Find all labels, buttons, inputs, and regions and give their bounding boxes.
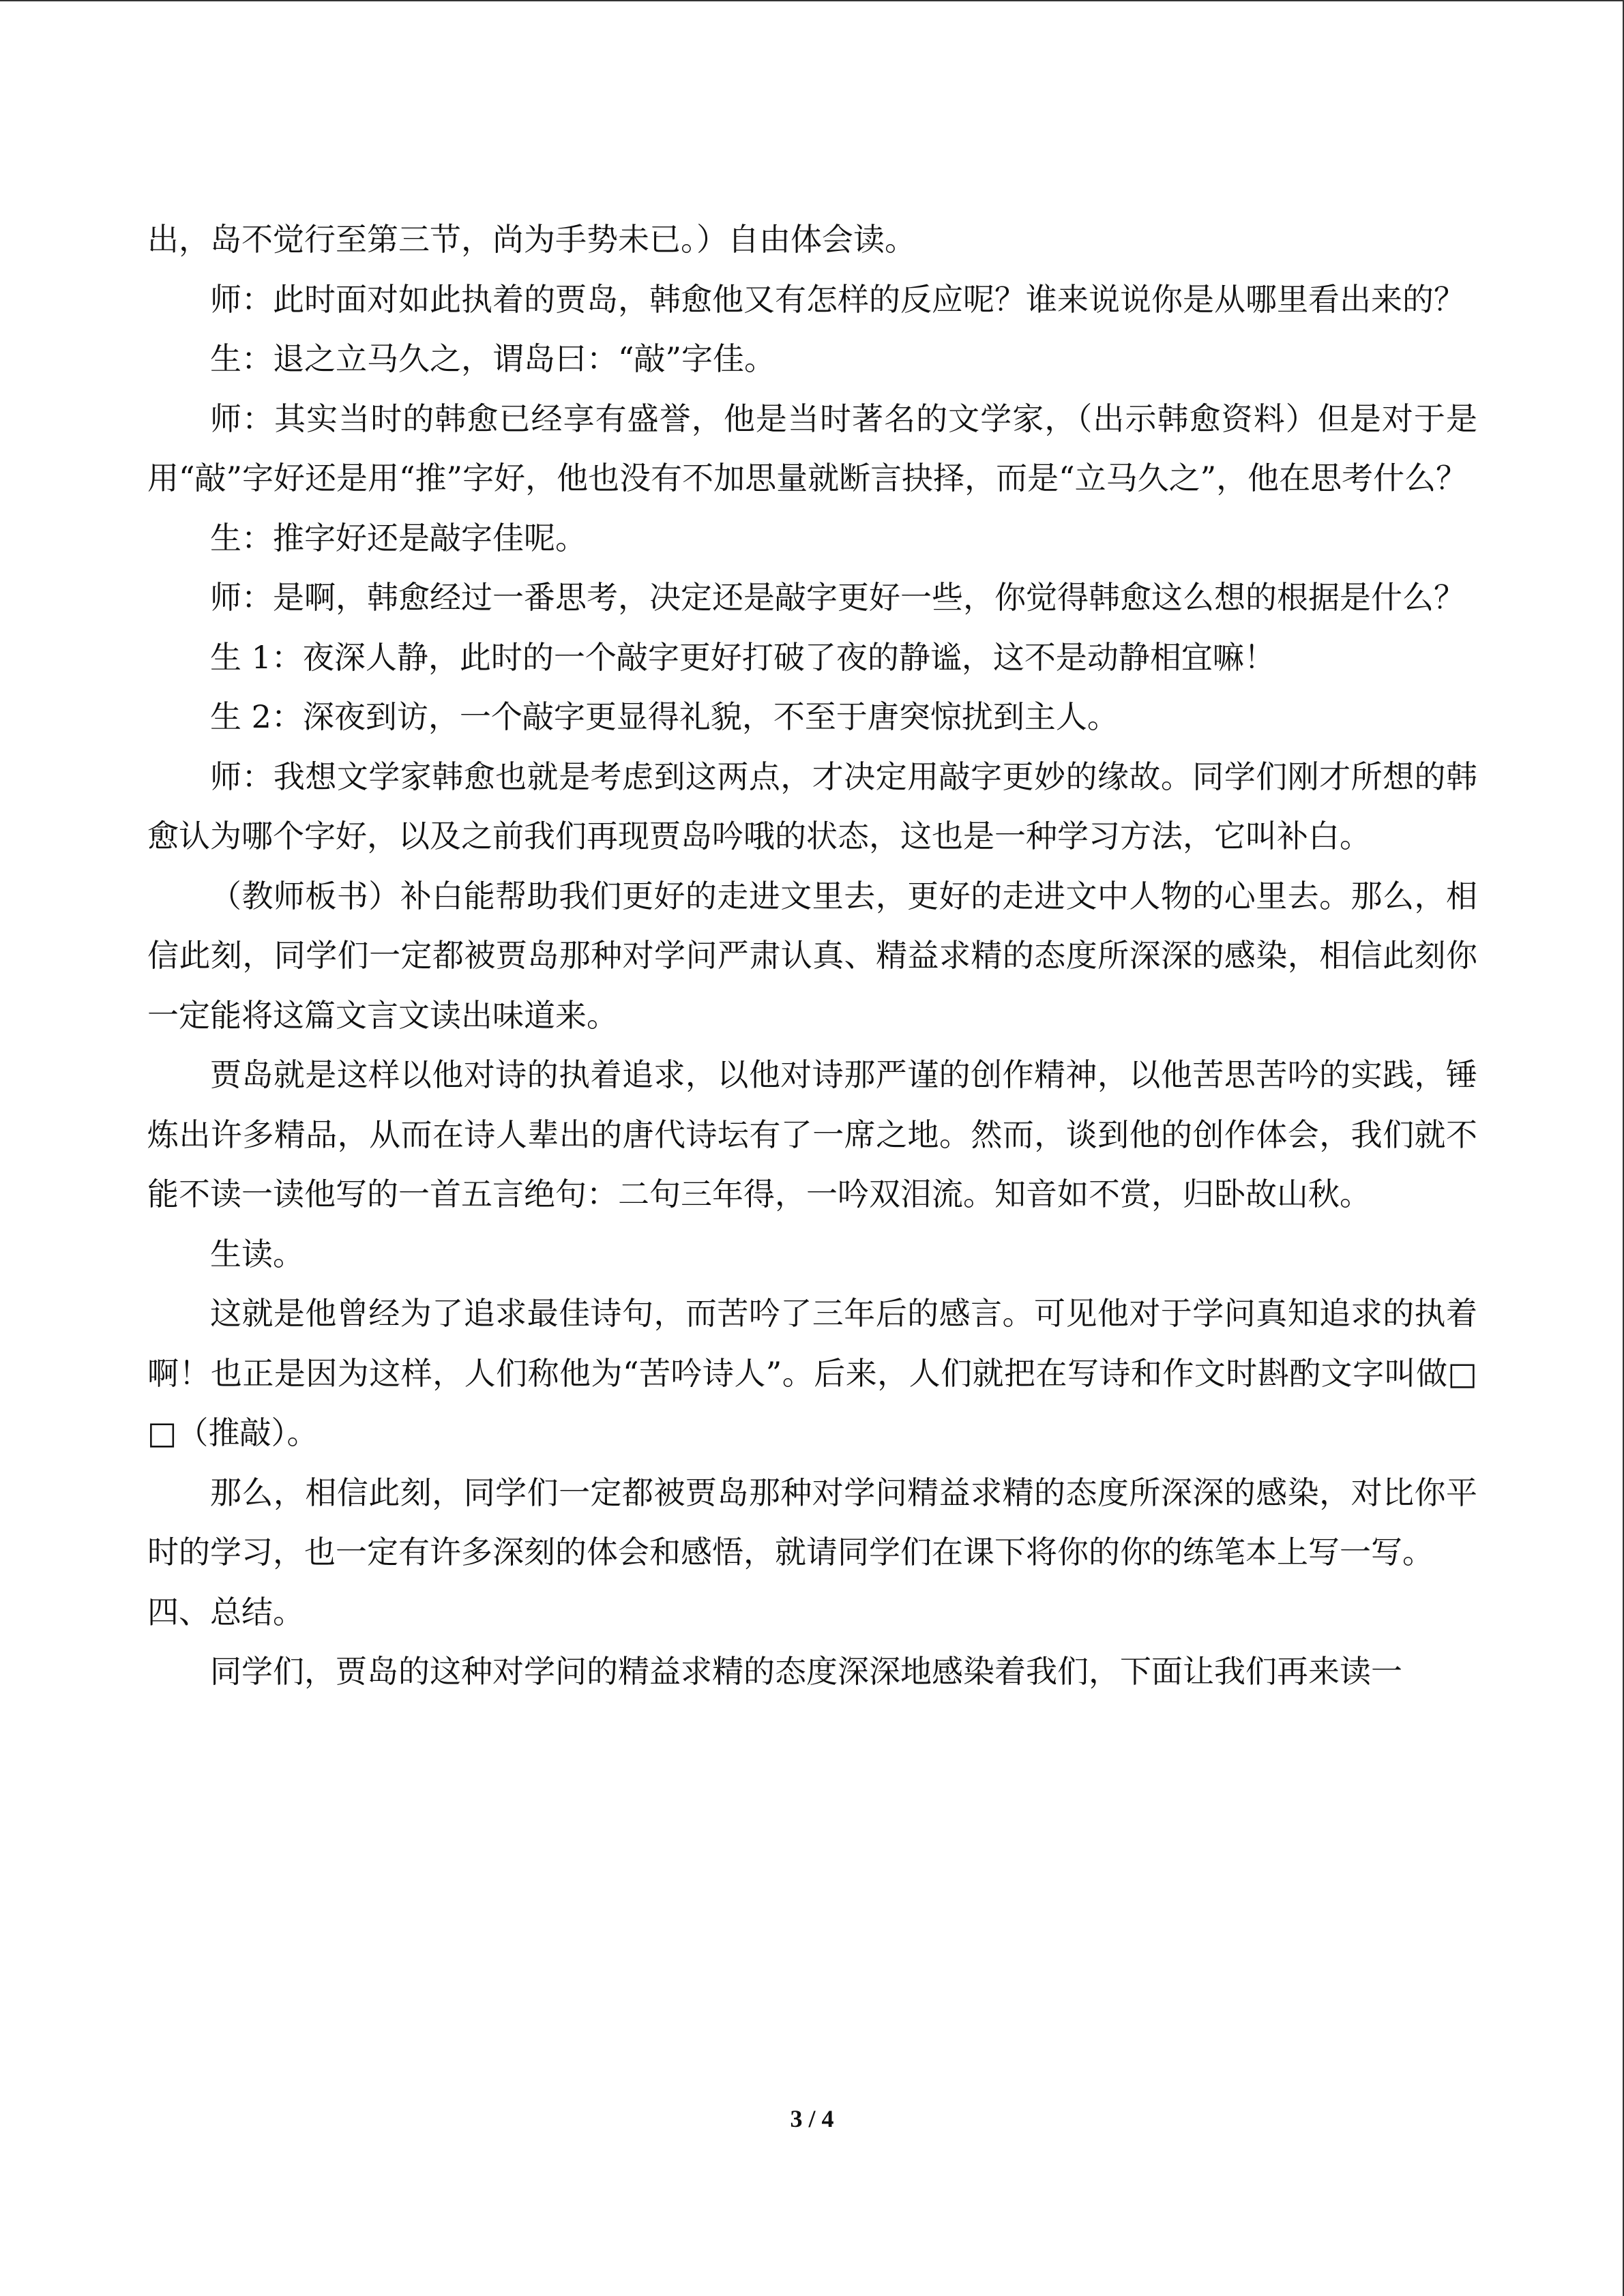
paragraph-teacher-question: 师：此时面对如此执着的贾岛，韩愈他又有怎样的反应呢？谁来说说你是从哪里看出来的？ [210,280,1465,318]
paragraph-student-answer: 生：推字好还是敲字佳呢。 [210,519,587,556]
paragraph-blackboard-note: （教师板书）补白能帮助我们更好的走进文里去，更好的走进文中人物的心里去。那么，相信此刻，同学们一定都被贾岛那种对学问严肃认真、精益求精的态度所深深的感染，相信此刻你一定能将这篇文言文读出味道来。 [147,877,1477,1034]
paragraph-student-2: 生 2：深夜到访，一个敲字更显得礼貌，不至于唐突惊扰到主人。 [210,698,1119,735]
paragraph-teacher-question: 师：是啊，韩愈经过一番思考，决定还是敲字更好一些，你觉得韩愈这么想的根据是什么？ [210,579,1465,616]
page-number: 3 / 4 [790,2105,834,2132]
section-heading-summary: 四、总结。 [147,1593,304,1630]
paragraph-student-reads: 生读。 [210,1235,304,1272]
paragraph-student-answer: 生：退之立马久之，谓岛曰：“敲”字佳。 [210,340,776,377]
paragraph-ku-yin: 这就是他曾经为了追求最佳诗句，而苦吟了三年后的感言。可见他对于学问真知追求的执着啊！也正是因为这样，人们称他为“苦吟诗人”。后来，人们就把在写诗和作文时斟酌文字叫做□□（推敲）。 [147,1295,1477,1451]
paragraph-writing-task: 那么，相信此刻，同学们一定都被贾岛那种对学问精益求精的态度所深深的感染，对比你平时的学习，也一定有许多深刻的体会和感悟，就请同学们在课下将你的你的练笔本上写一写。 [147,1474,1477,1570]
paragraph-continuation: 出，岛不觉行至第三节，尚为手势未已。）自由体会读。 [147,221,916,258]
paragraph-teacher-han-yu: 师：其实当时的韩愈已经享有盛誉，他是当时著名的文学家，（出示韩愈资料）但是对于是用“敲”字好还是用“推”字好，他也没有不加思量就断言抉择，而是“立马久之”，他在思考什么？ [147,400,1477,496]
document-body [147,210,1477,1702]
paragraph-teacher-summary: 师：我想文学家韩愈也就是考虑到这两点，才决定用敲字更妙的缘故。同学们刚才所想的韩愈认为哪个字好，以及之前我们再现贾岛吟哦的状态，这也是一种学习方法，它叫补白。 [147,758,1477,854]
paragraph-closing: 同学们，贾岛的这种对学问的精益求精的态度深深地感染着我们，下面让我们再来读一 [210,1653,1402,1690]
paragraph-student-1: 生 1：夜深人静，此时的一个敲字更好打破了夜的静谧，这不是动静相宜嘛！ [210,638,1275,676]
paragraph-jia-dao: 贾岛就是这样以他对诗的执着追求，以他对诗那严谨的创作精神，以他苦思苦吟的实践，锤炼出许多精品，从而在诗人辈出的唐代诗坛有了一席之地。然而，谈到他的创作体会，我们就不能不读一读他写的一首五言绝句：二句三年得，一吟双泪流。知音如不赏，归卧故山秋。 [147,1056,1477,1212]
